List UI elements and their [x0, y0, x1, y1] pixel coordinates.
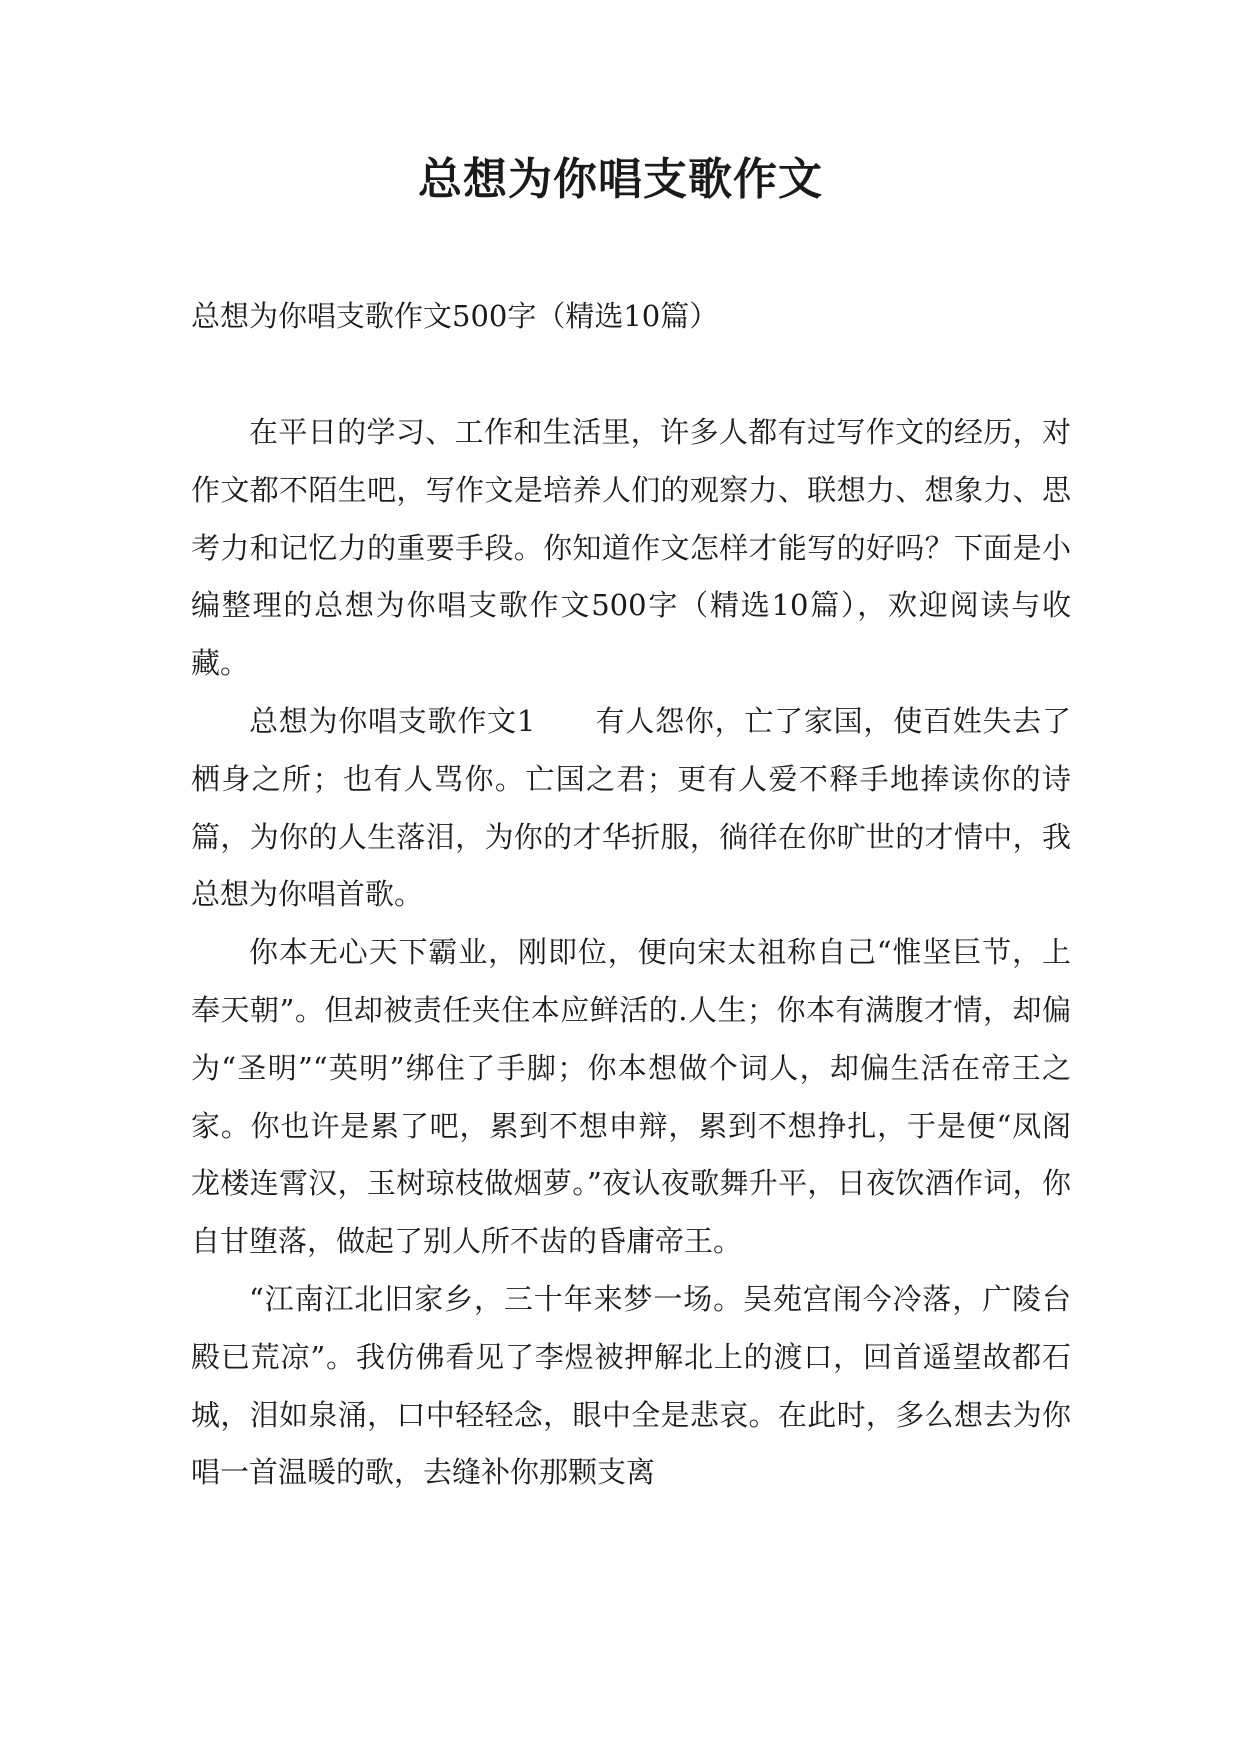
- document-title: 总想为你唱支歌作文: [418, 154, 823, 205]
- document-subtitle: 总想为你唱支歌作文500字（精选10篇）: [191, 299, 719, 333]
- document-body: [191, 404, 1071, 1502]
- intro-paragraph: 在平日的学习、工作和生活里，许多人都有过写作文的经历，对作文都不陌生吧，写作文是培养人们的观察力、联想力、想象力、思考力和记忆力的重要手段。你知道作文怎样才能写的好吗？下面是小编整理的总想为你唱支歌作文500字（精选10篇），欢迎阅读与收藏。: [191, 415, 1071, 681]
- essay-1-paragraph-3: “江南江北旧家乡，三十年来梦一场。吴苑宫闱今冷落，广陵台殿已荒凉”。我仿佛看见了李煜被押解北上的渡口，回首遥望故都石城，泪如泉涌，口中轻轻念，眼中全是悲哀。在此时，多么想去为你唱一首温暖的歌，去缝补你那颗支离: [191, 1281, 1071, 1490]
- essay-1-paragraph-2: 你本无心天下霸业，刚即位，便向宋太祖称自己“惟坚巨节，上奉天朝”。但却被责任夹住本应鲜活的.人生；你本有满腹才情，却偏为“圣明”“英明”绑住了手脚；你本想做个词人，却偏生活在帝王之家。你也许是累了吧，累到不想申辩，累到不想挣扎，于是便“凤阁龙楼连霄汉，玉树琼枝做烟萝。”夜认夜歌舞升平，日夜饮酒作词，你自甘堕落，做起了别人所不齿的昏庸帝王。: [191, 935, 1071, 1259]
- essay-1-paragraph-1: 总想为你唱支歌作文1 有人怨你，亡了家国，使百姓失去了栖身之所；也有人骂你。亡国之君；更有人爱不释手地捧读你的诗篇，为你的人生落泪，为你的才华折服，徜徉在你旷世的才情中，我总想为你唱首歌。: [191, 703, 1071, 912]
